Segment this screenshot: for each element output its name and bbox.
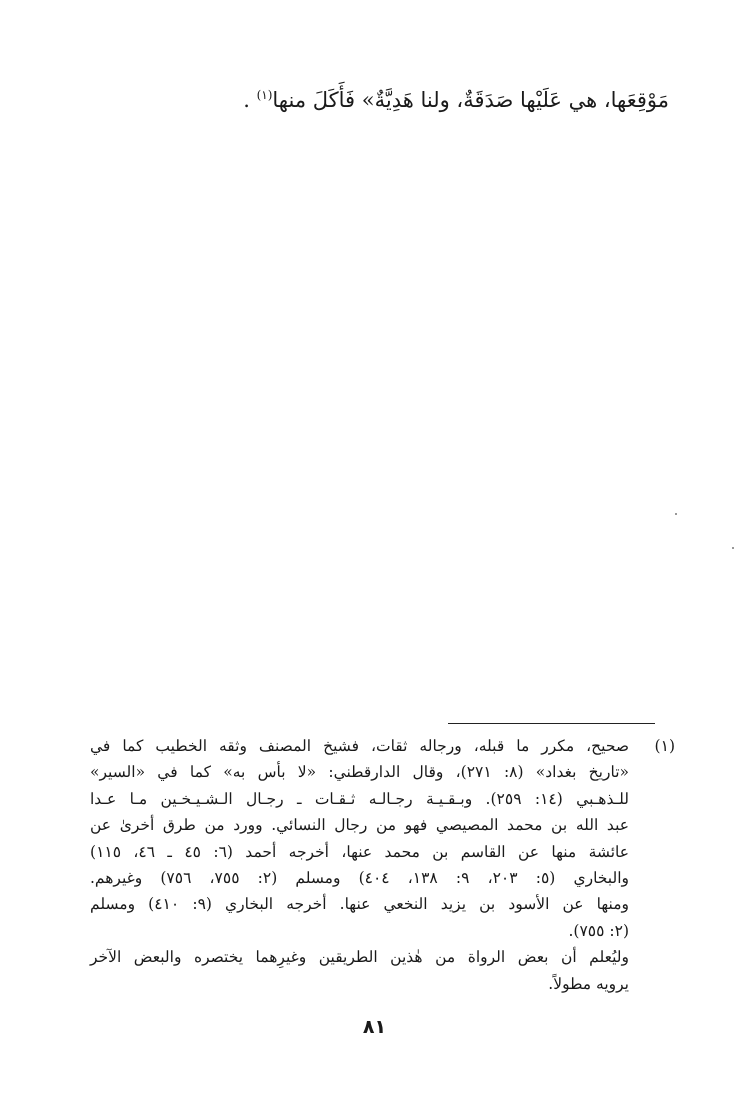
footnote-line: «تاريخ بغداد» (٨: ٢٧١)، وقال الدارقطني: «لا بأس به» كما في «السير» bbox=[90, 763, 629, 782]
footnote-line: للـذهـبي (١٤: ٢٥٩). وبـقـيـة رجـالـه ثـقـات ـ رجـال الـشـيـخـين مـا عـدا bbox=[90, 789, 629, 808]
footnote-line: ومنها عن الأسود بن يزيد النخعي عنها. أخرجه البخاري (٩: ٤١٠) ومسلم bbox=[90, 895, 629, 914]
footnote-line: صحيح، مكرر ما قبله، ورجاله ثقات، فشيخ المصنف وثقه الخطيب كما في bbox=[90, 737, 629, 755]
footnote-line: عائشة منها عن القاسم بن محمد عنها، أخرجه أحمد (٦: ٤٥ ـ ٤٦، ١١٥) bbox=[90, 842, 630, 861]
footnote-entry bbox=[90, 733, 675, 944]
footnote-line: والبخاري (٥: ٢٠٣، ٩: ١٣٨، ٤٠٤) ومسلم (٢: ٧٥٥، ٧٥٦) وغيرهم. bbox=[90, 869, 629, 888]
scan-speck bbox=[675, 513, 677, 515]
page-number: ٨١ bbox=[362, 1016, 387, 1038]
footnote-extra-line: يرويه مطولاً. bbox=[548, 974, 629, 993]
footnote-separator bbox=[448, 723, 655, 724]
footnote-line: عبد الله بن محمد المصيصي فهو من رجال النسائي. وورد من طرق أخرىٰ عن bbox=[90, 816, 629, 835]
footnote-extra-line: وليُعلم أن بعض الرواة من هٰذين الطريقين وغيرِهما يختصره والبعض الآخر bbox=[90, 948, 629, 967]
footnote-number: (١) bbox=[654, 737, 675, 755]
footnote-block bbox=[90, 733, 675, 997]
scan-speck bbox=[732, 547, 734, 549]
footnote-line: (٢: ٧٥٥). bbox=[568, 921, 629, 940]
main-text: مَوْقِعَها، هي عَلَيْها صَدَقَةٌ، ولنا هَدِيَّةٌ» فَأَكَلَ منها bbox=[272, 88, 669, 112]
footnote-body bbox=[90, 733, 629, 944]
footnote-extra bbox=[90, 944, 629, 997]
main-text-end: . bbox=[243, 88, 250, 112]
main-text-line bbox=[80, 84, 669, 116]
footnote-reference: (١) bbox=[256, 88, 273, 102]
